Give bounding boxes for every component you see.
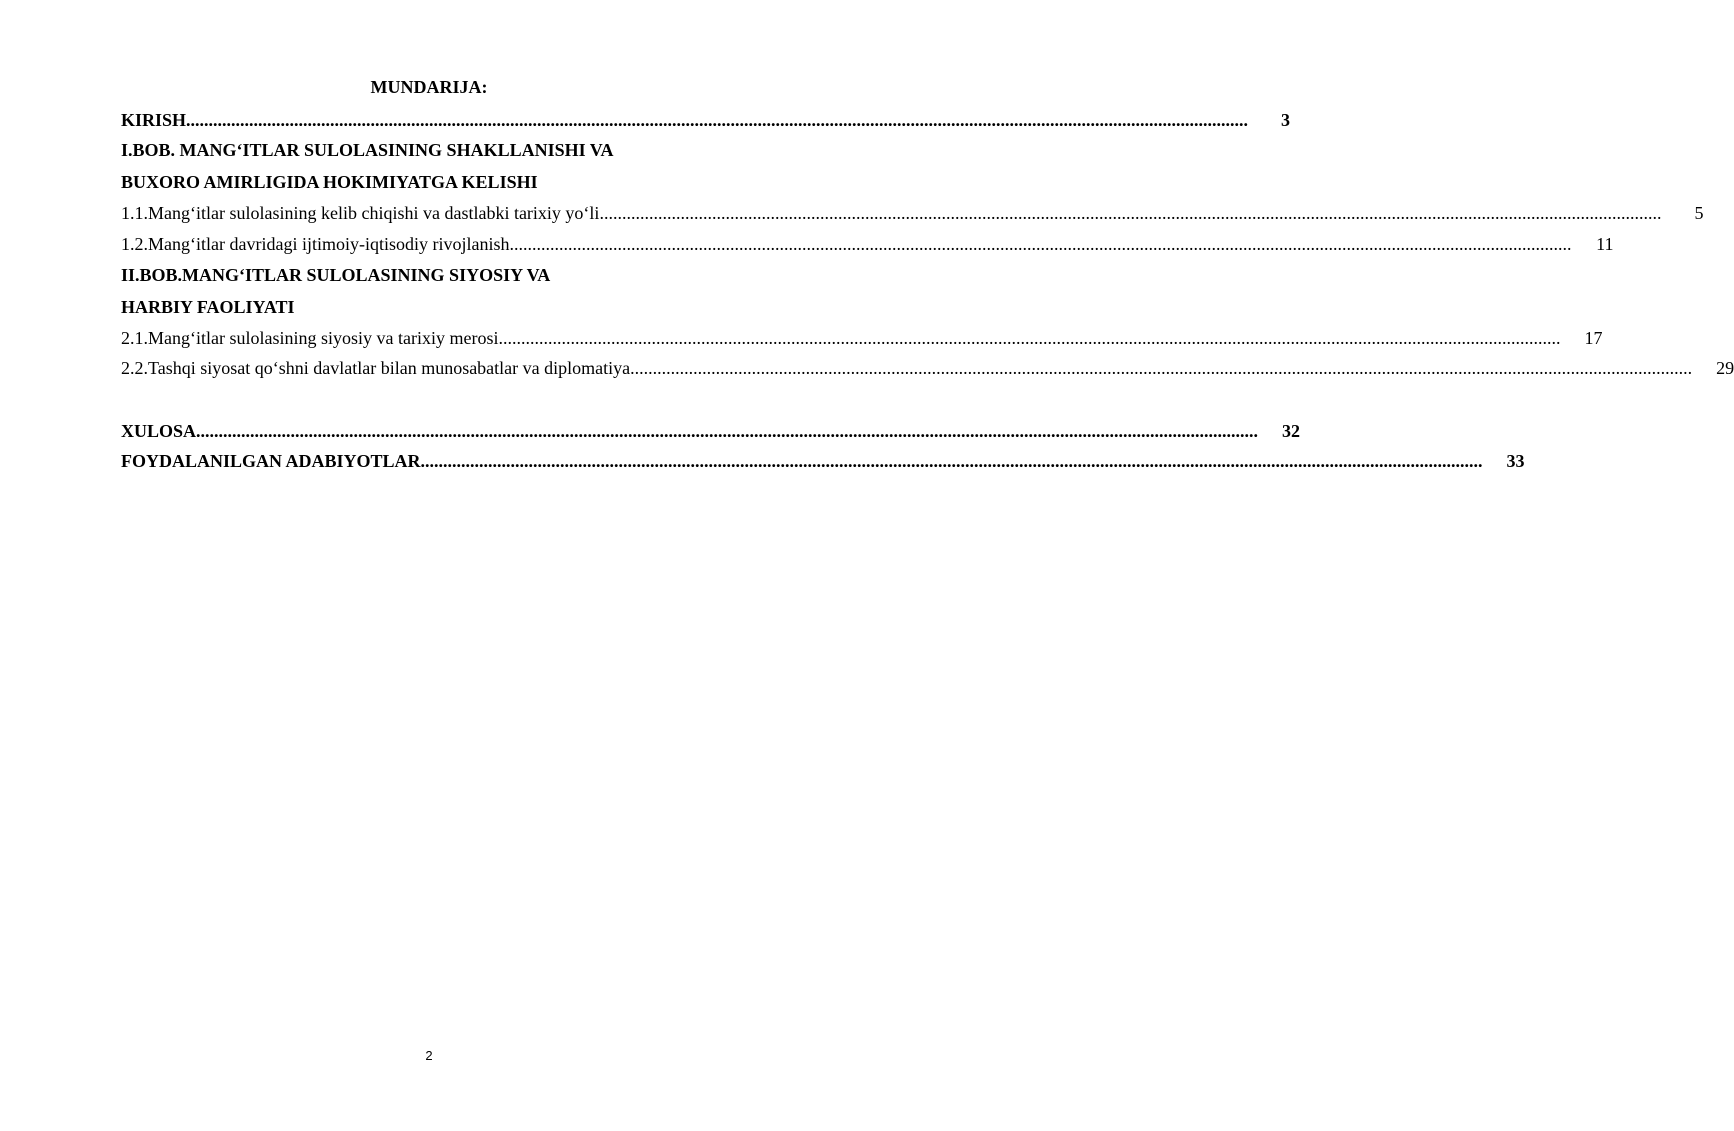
toc-entry-page: 33 [1506, 451, 1525, 471]
page-number: 2 [425, 1048, 433, 1063]
toc-entry-label: KIRISH [121, 110, 187, 130]
toc-chapter-1-line-1: I.BOB. MANG‘ITLAR SULOLASINING SHAKLLANISHI VA [121, 140, 614, 160]
dot-leader: ............................................................................................................................................................................................................................................ [599, 203, 1662, 223]
toc-entry-label: 2.2.Tashqi siyosat qo‘shni davlatlar bilan munosabatlar va diplomatiya [121, 358, 631, 378]
toc-entry-section-1-1 [121, 201, 1704, 225]
toc-entry-page: 32 [1282, 421, 1301, 441]
toc-chapter-2-line-1: II.BOB.MANG‘ITLAR SULOLASINING SIYOSIY VA [121, 265, 551, 285]
dot-leader: ............................................................................................................................................................................................................................................ [196, 421, 1259, 441]
dot-leader: ............................................................................................................................................................................................................................................ [186, 110, 1249, 130]
toc-entry-intro [121, 108, 1291, 132]
toc-chapter-1-line-2: BUXORO AMIRLIGIDA HOKIMIYATGA KELISHI [121, 172, 538, 192]
toc-entry-page: 17 [1584, 328, 1603, 348]
toc-entry-conclusion [121, 419, 1301, 443]
toc-entry-page: 5 [1694, 203, 1704, 223]
toc-chapter-2-line-2: HARBIY FAOLIYATI [121, 297, 295, 317]
toc-entry-page: 29 [1716, 358, 1734, 378]
toc-entry-label: FOYDALANILGAN ADABIYOTLAR [121, 451, 421, 471]
dot-leader: ............................................................................................................................................................................................................................................ [509, 234, 1572, 254]
toc-entry-page: 11 [1596, 234, 1614, 254]
toc-entry-label: 2.1.Mang‘itlar sulolasining siyosiy va tarixiy merosi [121, 328, 499, 348]
toc-entry-label: 1.2.Mang‘itlar davridagi ijtimoiy-iqtisodiy rivojlanish [121, 234, 510, 254]
toc-entry-section-1-2 [121, 232, 1614, 256]
toc-entry-section-2-1 [121, 326, 1603, 350]
dot-leader: ............................................................................................................................................................................................................................................ [630, 358, 1693, 378]
dot-leader: ............................................................................................................................................................................................................................................ [420, 451, 1483, 471]
toc-entry-label: XULOSA [121, 421, 197, 441]
toc-title: MUNDARIJA: [370, 77, 488, 97]
toc-entry-label: 1.1.Mang‘itlar sulolasining kelib chiqishi va dastlabki tarixiy yo‘li [121, 203, 600, 223]
dot-leader: ............................................................................................................................................................................................................................................ [498, 328, 1561, 348]
toc-entry-references [121, 449, 1525, 473]
toc-entry-page: 3 [1281, 110, 1291, 130]
toc-entry-section-2-2 [121, 356, 1734, 380]
table-of-contents [121, 108, 1734, 473]
